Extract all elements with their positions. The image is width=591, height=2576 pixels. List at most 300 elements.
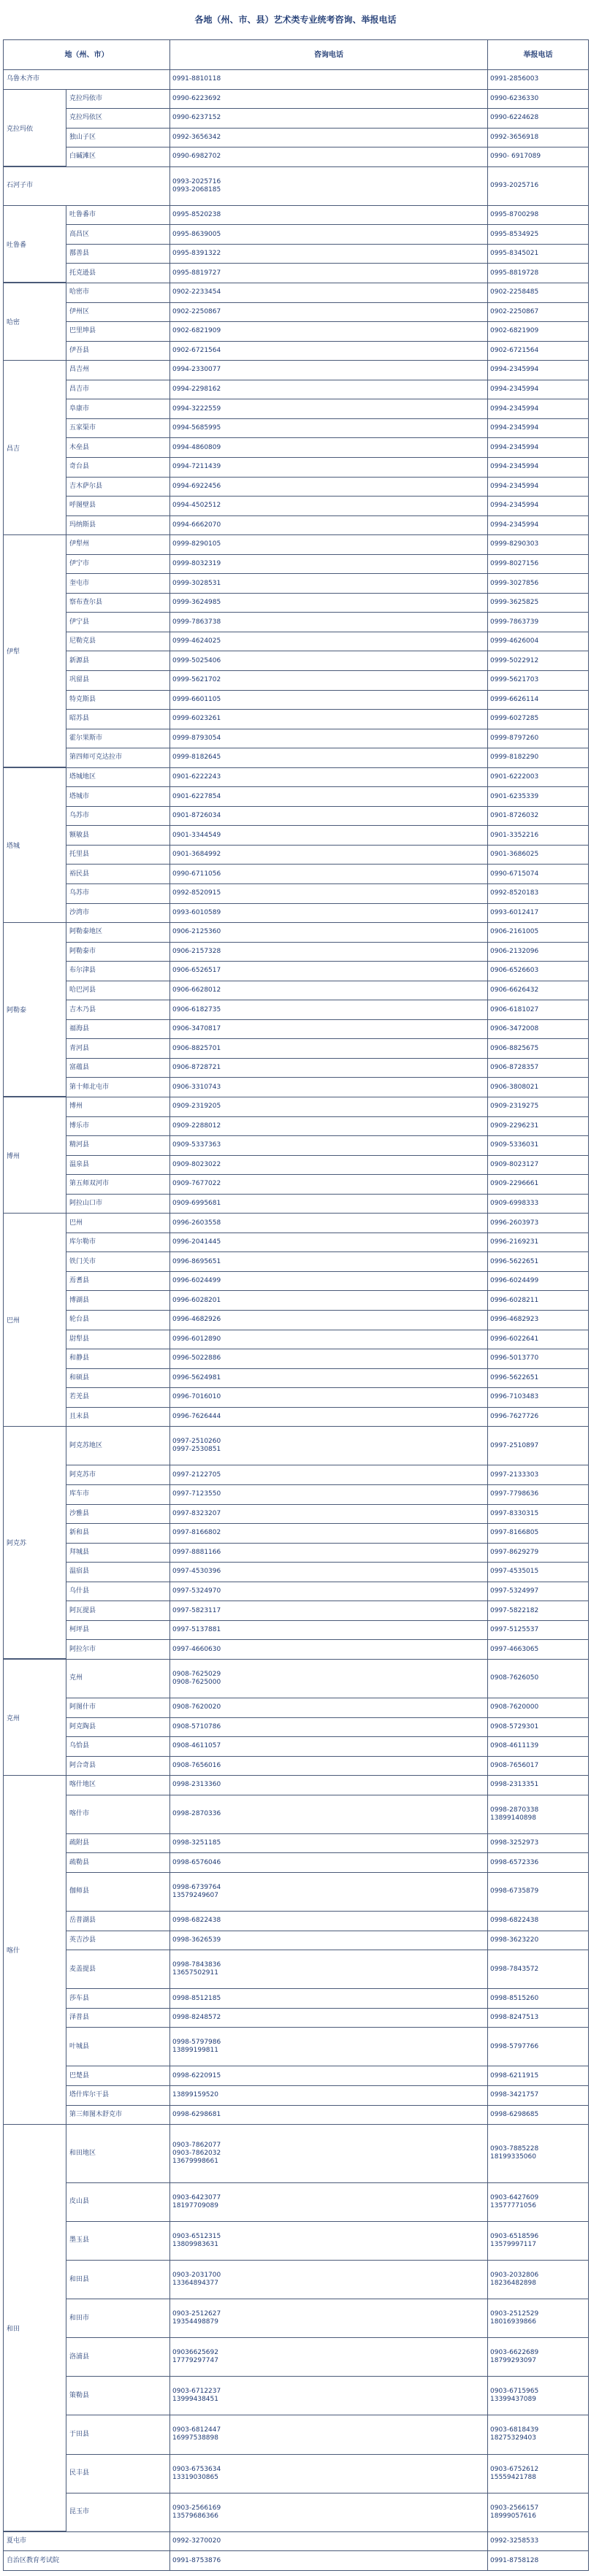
phone-number: 0903-6423077 bbox=[172, 2193, 221, 2201]
table-row bbox=[4, 438, 589, 458]
phone-number: 18799293097 bbox=[490, 2357, 536, 2365]
phone-number: 0906-3310743 bbox=[172, 1083, 221, 1091]
report-phone-cell bbox=[488, 2551, 589, 2571]
consult-phone-cell bbox=[170, 826, 488, 846]
phone-number: 0997-4535015 bbox=[490, 1568, 539, 1576]
report-phone-cell bbox=[488, 1465, 589, 1485]
city-name: 和田地区 bbox=[69, 2149, 96, 2157]
phone-number: 0997-8166802 bbox=[172, 1529, 221, 1537]
report-phone-cell bbox=[488, 2008, 589, 2028]
consult-phone-cell bbox=[170, 244, 488, 264]
consult-phone-cell bbox=[170, 574, 488, 594]
consult-phone-cell bbox=[170, 302, 488, 322]
consult-phone-cell bbox=[170, 2338, 488, 2377]
phone-number: 0906-6181027 bbox=[490, 1005, 539, 1013]
phone-number: 0902-6821909 bbox=[172, 327, 221, 335]
table-row bbox=[4, 2105, 589, 2125]
table-row bbox=[4, 1640, 589, 1660]
consult-phone-cell bbox=[170, 2221, 488, 2260]
city-name: 阿合奇县 bbox=[69, 1761, 96, 1769]
report-phone-cell bbox=[488, 2125, 589, 2183]
phone-number: 0997-8881166 bbox=[172, 1548, 221, 1556]
city-name: 特克斯县 bbox=[69, 695, 96, 703]
phone-number: 0999-4626004 bbox=[490, 637, 539, 645]
phone-number: 0997-5137881 bbox=[172, 1626, 221, 1634]
phone-number: 0903-6518596 bbox=[490, 2232, 539, 2240]
phone-number: 0994-2330077 bbox=[172, 366, 221, 374]
phone-number: 0909-2296231 bbox=[490, 1122, 539, 1130]
city-name: 库尔勒市 bbox=[69, 1238, 96, 1246]
report-phone-cell bbox=[488, 613, 589, 632]
table-row bbox=[4, 2028, 589, 2066]
phone-number: 0994-4502512 bbox=[172, 502, 221, 510]
table-row bbox=[4, 302, 589, 322]
consult-phone-cell bbox=[170, 1640, 488, 1660]
table-row bbox=[4, 89, 589, 109]
consult-phone-cell bbox=[170, 748, 488, 768]
consult-phone-cell bbox=[170, 1563, 488, 1582]
city-name: 且末县 bbox=[69, 1413, 90, 1421]
phone-number: 18275329403 bbox=[490, 2434, 536, 2442]
phone-number: 16997538898 bbox=[172, 2434, 218, 2442]
consult-phone-cell bbox=[170, 2531, 488, 2551]
table-row bbox=[4, 1620, 589, 1640]
consult-phone-cell bbox=[170, 2085, 488, 2105]
report-phone-cell bbox=[488, 147, 589, 167]
city-name: 库车市 bbox=[69, 1490, 90, 1498]
city-name: 乌什县 bbox=[69, 1587, 90, 1595]
phone-number: 0903-6622689 bbox=[490, 2349, 539, 2357]
report-phone-cell bbox=[488, 1330, 589, 1349]
phone-number: 0999-5022912 bbox=[490, 656, 539, 664]
region-name: 博州 bbox=[3, 1097, 66, 1214]
city-name: 精河县 bbox=[69, 1141, 90, 1149]
phone-number: 0906-2161005 bbox=[490, 928, 539, 936]
report-phone-cell bbox=[488, 942, 589, 962]
consult-phone-cell bbox=[170, 1019, 488, 1039]
city-name: 福海县 bbox=[69, 1025, 90, 1033]
report-phone-cell bbox=[488, 1931, 589, 1950]
phone-number: 0999-8793054 bbox=[172, 734, 221, 742]
phone-number: 0990-6711056 bbox=[172, 870, 221, 878]
table-row bbox=[4, 2299, 589, 2338]
city-name: 于田县 bbox=[69, 2430, 90, 2438]
table-row bbox=[4, 2454, 589, 2493]
phone-number: 0999-7863739 bbox=[490, 618, 539, 626]
city-name: 额敏县 bbox=[69, 831, 90, 839]
phone-number: 0902-2258485 bbox=[490, 288, 539, 296]
consult-phone-cell bbox=[170, 2415, 488, 2454]
city-name: 吉木萨尔县 bbox=[69, 482, 103, 490]
consult-phone-cell bbox=[170, 1912, 488, 1931]
report-phone-cell bbox=[488, 1368, 589, 1388]
report-phone-cell bbox=[488, 1912, 589, 1931]
consult-phone-cell bbox=[170, 1175, 488, 1195]
table-row bbox=[4, 748, 589, 768]
consult-phone-cell bbox=[170, 2028, 488, 2066]
phone-number: 0997-4530396 bbox=[172, 1568, 221, 1576]
phone-number: 0906-3472008 bbox=[490, 1025, 539, 1033]
report-phone-cell bbox=[488, 981, 589, 1000]
table-row bbox=[4, 593, 589, 613]
phone-number: 0996-8695651 bbox=[172, 1257, 221, 1265]
consult-phone-cell bbox=[170, 1776, 488, 1795]
report-phone-cell bbox=[488, 1795, 589, 1833]
phone-number: 0908-4611139 bbox=[490, 1742, 539, 1750]
consult-phone-cell bbox=[170, 1058, 488, 1078]
phone-number: 0998-3623220 bbox=[490, 1936, 539, 1944]
consult-phone-cell bbox=[170, 2066, 488, 2086]
phone-number: 0901-3352216 bbox=[490, 831, 539, 839]
phone-number: 0996-6028201 bbox=[172, 1296, 221, 1304]
phone-number: 0999-8290303 bbox=[490, 540, 539, 548]
phone-number: 0996-6024499 bbox=[490, 1277, 539, 1285]
table-row bbox=[4, 1116, 589, 1136]
phone-number: 0903-2032806 bbox=[490, 2272, 539, 2279]
phone-number: 0903-6712237 bbox=[172, 2388, 221, 2396]
phone-number: 0998-6211915 bbox=[490, 2071, 539, 2079]
consult-phone-cell bbox=[170, 205, 488, 225]
phone-number: 0998-6298681 bbox=[172, 2110, 221, 2118]
table-row bbox=[4, 361, 589, 380]
phone-number: 0996-6022641 bbox=[490, 1335, 539, 1343]
report-phone-cell bbox=[488, 418, 589, 438]
phone-number: 0909-5337363 bbox=[172, 1141, 221, 1149]
consult-phone-cell bbox=[170, 2125, 488, 2183]
city-name: 阿拉山口市 bbox=[69, 1200, 103, 1207]
city-name: 木垒县 bbox=[69, 443, 90, 451]
phone-number: 0996-6012890 bbox=[172, 1335, 221, 1343]
table-row bbox=[4, 651, 589, 671]
phone-number: 0908-4611057 bbox=[172, 1742, 221, 1750]
table-row bbox=[4, 2066, 589, 2086]
consult-phone-cell bbox=[170, 1582, 488, 1601]
phone-number: 0998-3626539 bbox=[172, 1936, 221, 1944]
table-row bbox=[4, 147, 589, 167]
phone-number: 0903-6512315 bbox=[172, 2232, 221, 2240]
phone-number: 0903-6427609 bbox=[490, 2193, 539, 2201]
phone-number: 0994-7211439 bbox=[172, 463, 221, 471]
phone-number: 0998-5797766 bbox=[490, 2042, 539, 2050]
report-phone-cell bbox=[488, 1698, 589, 1717]
phone-number: 0998-6572336 bbox=[490, 1858, 539, 1866]
report-phone-cell bbox=[488, 1484, 589, 1504]
phone-number: 0906-2132096 bbox=[490, 947, 539, 955]
report-phone-cell bbox=[488, 1388, 589, 1408]
city-name: 阿勒泰地区 bbox=[69, 928, 103, 936]
city-name: 巴里坤县 bbox=[69, 327, 96, 335]
table-row bbox=[4, 1543, 589, 1563]
report-phone-cell bbox=[488, 1116, 589, 1136]
report-phone-cell bbox=[488, 1058, 589, 1078]
contact-table bbox=[3, 39, 589, 2571]
consult-phone-cell bbox=[170, 1717, 488, 1737]
report-phone-cell bbox=[488, 554, 589, 574]
city-name: 哈密市 bbox=[69, 288, 90, 296]
consult-phone-cell bbox=[170, 1737, 488, 1757]
table-row bbox=[4, 613, 589, 632]
table-row bbox=[4, 574, 589, 594]
table-row bbox=[4, 1717, 589, 1737]
phone-number: 0997-8166805 bbox=[490, 1529, 539, 1537]
city-name: 疏勒县 bbox=[69, 1858, 90, 1866]
phone-number: 0996-5622651 bbox=[490, 1257, 539, 1265]
phone-number: 0991-8758128 bbox=[490, 2556, 539, 2564]
consult-phone-cell bbox=[170, 2105, 488, 2125]
consult-phone-cell bbox=[170, 632, 488, 651]
city-name: 吐鲁番市 bbox=[69, 211, 96, 219]
table-row bbox=[4, 244, 589, 264]
phone-number: 0994-2345994 bbox=[490, 443, 539, 451]
consult-phone-cell bbox=[170, 593, 488, 613]
city-name: 皮山县 bbox=[69, 2198, 90, 2206]
phone-number: 0999-4624025 bbox=[172, 637, 221, 645]
consult-phone-cell bbox=[170, 1620, 488, 1640]
table-row bbox=[4, 942, 589, 962]
consult-phone-cell bbox=[170, 903, 488, 923]
phone-number: 13579686366 bbox=[172, 2512, 218, 2520]
table-row bbox=[4, 1291, 589, 1311]
phone-number: 0903-6715965 bbox=[490, 2388, 539, 2396]
phone-number: 0998-8248572 bbox=[172, 2014, 221, 2022]
table-row bbox=[4, 457, 589, 477]
report-phone-cell bbox=[488, 322, 589, 342]
phone-number: 0993-2068185 bbox=[172, 185, 221, 193]
city-name: 乌苏市 bbox=[69, 812, 90, 820]
city-name: 乌恰县 bbox=[69, 1742, 90, 1750]
table-row bbox=[4, 865, 589, 884]
phone-number: 0996-7627726 bbox=[490, 1413, 539, 1421]
table-row bbox=[4, 2377, 589, 2415]
phone-number: 0998-2313351 bbox=[490, 1781, 539, 1789]
report-phone-cell bbox=[488, 1349, 589, 1369]
city-name: 伽师县 bbox=[69, 1887, 90, 1895]
city-name: 昌吉州 bbox=[69, 366, 90, 374]
city-name: 焉耆县 bbox=[69, 1277, 90, 1285]
table-row bbox=[4, 128, 589, 147]
city-name: 尉犁县 bbox=[69, 1335, 90, 1343]
table-row bbox=[4, 1078, 589, 1097]
table-row bbox=[4, 1136, 589, 1156]
table-row bbox=[4, 845, 589, 865]
table-row bbox=[4, 767, 589, 787]
phone-number: 0903-6812447 bbox=[172, 2426, 221, 2434]
report-phone-cell bbox=[488, 1039, 589, 1059]
phone-number: 0997-5823117 bbox=[172, 1606, 221, 1614]
consult-phone-cell bbox=[170, 1795, 488, 1833]
phone-number: 0908-7626050 bbox=[490, 1674, 539, 1682]
city-name: 奎屯市 bbox=[69, 579, 90, 587]
phone-number: 0999-8182645 bbox=[172, 754, 221, 762]
phone-number: 0993-6012417 bbox=[490, 908, 539, 916]
phone-number: 0997-8330315 bbox=[490, 1509, 539, 1517]
table-row bbox=[4, 826, 589, 846]
city-name: 裕民县 bbox=[69, 870, 90, 878]
table-row bbox=[4, 1931, 589, 1950]
phone-number: 0998-2870336 bbox=[172, 1810, 221, 1818]
city-name: 白碱滩区 bbox=[69, 153, 96, 161]
consult-phone-cell bbox=[170, 1368, 488, 1388]
table-row bbox=[4, 497, 589, 516]
phone-number: 0995-8520238 bbox=[172, 211, 221, 219]
table-row bbox=[4, 380, 589, 399]
city-name: 岳普湖县 bbox=[69, 1917, 96, 1925]
consult-phone-cell bbox=[170, 109, 488, 129]
phone-number: 0998-3252973 bbox=[490, 1839, 539, 1847]
phone-number: 0999-8032319 bbox=[172, 559, 221, 567]
report-phone-cell bbox=[488, 244, 589, 264]
phone-number: 0994-2345994 bbox=[490, 482, 539, 490]
phone-number: 0997-2122705 bbox=[172, 1471, 221, 1479]
phone-number: 0903-6752612 bbox=[490, 2465, 539, 2473]
phone-number: 0991-2856003 bbox=[490, 75, 539, 83]
consult-phone-cell bbox=[170, 1853, 488, 1873]
city-name: 新和县 bbox=[69, 1529, 90, 1537]
phone-number: 0999-3625825 bbox=[490, 599, 539, 607]
city-name: 阿勒泰市 bbox=[69, 947, 96, 955]
table-row bbox=[4, 2415, 589, 2454]
consult-phone-cell bbox=[170, 845, 488, 865]
phone-number: 0909-2319275 bbox=[490, 1103, 539, 1111]
report-phone-cell bbox=[488, 1543, 589, 1563]
consult-phone-cell bbox=[170, 767, 488, 787]
table-body bbox=[4, 70, 589, 2571]
report-phone-cell bbox=[488, 225, 589, 245]
city-name: 和田市 bbox=[69, 2314, 90, 2322]
phone-number: 0990-6237152 bbox=[172, 114, 221, 122]
phone-number: 0999-5025406 bbox=[172, 656, 221, 664]
phone-number: 0993-2025716 bbox=[172, 177, 221, 185]
consult-phone-cell bbox=[170, 341, 488, 361]
table-row bbox=[4, 322, 589, 342]
report-phone-cell bbox=[488, 2377, 589, 2415]
region-name: 自治区教育考试院 bbox=[4, 2551, 170, 2571]
phone-number: 0902-6721564 bbox=[172, 346, 221, 354]
consult-phone-cell bbox=[170, 1427, 488, 1465]
report-phone-cell bbox=[488, 89, 589, 109]
consult-phone-cell bbox=[170, 1000, 488, 1020]
report-phone-cell bbox=[488, 1950, 589, 1989]
city-name: 克拉玛依区 bbox=[69, 114, 103, 122]
city-name: 阿拉尔市 bbox=[69, 1645, 96, 1653]
city-name: 阿克苏地区 bbox=[69, 1441, 103, 1449]
consult-phone-cell bbox=[170, 399, 488, 419]
consult-phone-cell bbox=[170, 2008, 488, 2028]
phone-number: 0906-8728721 bbox=[172, 1064, 221, 1072]
report-phone-cell bbox=[488, 903, 589, 923]
report-phone-cell bbox=[488, 1504, 589, 1524]
phone-number: 0999-6023261 bbox=[172, 715, 221, 723]
region-name: 阿克苏 bbox=[3, 1426, 66, 1659]
table-row bbox=[4, 1368, 589, 1388]
phone-number: 0909-7677022 bbox=[172, 1180, 221, 1188]
phone-number: 0996-5022886 bbox=[172, 1354, 221, 1362]
phone-number: 0906-2125360 bbox=[172, 928, 221, 936]
table-row bbox=[4, 1484, 589, 1504]
phone-number: 0995-8391322 bbox=[172, 250, 221, 258]
phone-number: 0901-6235339 bbox=[490, 792, 539, 800]
consult-phone-cell bbox=[170, 942, 488, 962]
report-phone-cell bbox=[488, 826, 589, 846]
phone-number: 0908-7625029 bbox=[172, 1670, 221, 1678]
report-phone-cell bbox=[488, 2338, 589, 2377]
phone-number: 0994-2345994 bbox=[490, 521, 539, 529]
city-name: 伊宁市 bbox=[69, 559, 90, 567]
consult-phone-cell bbox=[170, 962, 488, 981]
region-name: 克拉玛依 bbox=[3, 89, 66, 166]
phone-number: 0990-6223692 bbox=[172, 94, 221, 102]
phone-number: 0903-7862077 bbox=[172, 2141, 221, 2149]
consult-phone-cell bbox=[170, 1931, 488, 1950]
consult-phone-cell bbox=[170, 710, 488, 729]
phone-number: 0999-6626114 bbox=[490, 695, 539, 703]
consult-phone-cell bbox=[170, 477, 488, 497]
report-phone-cell bbox=[488, 1252, 589, 1272]
consult-phone-cell bbox=[170, 361, 488, 380]
phone-number: 13999438451 bbox=[172, 2396, 218, 2404]
report-phone-cell bbox=[488, 109, 589, 129]
phone-number: 0992-3270020 bbox=[172, 2537, 221, 2545]
report-phone-cell bbox=[488, 1271, 589, 1291]
phone-number: 0996-2169231 bbox=[490, 1238, 539, 1246]
report-phone-cell bbox=[488, 1097, 589, 1117]
report-phone-cell bbox=[488, 535, 589, 555]
report-phone-cell bbox=[488, 2085, 589, 2105]
phone-number: 0990-6982702 bbox=[172, 153, 221, 161]
region-name: 巴州 bbox=[3, 1213, 66, 1427]
table-row bbox=[4, 883, 589, 903]
consult-phone-cell bbox=[170, 1698, 488, 1717]
table-row bbox=[4, 515, 589, 535]
phone-number: 13399437089 bbox=[490, 2396, 536, 2404]
phone-number: 0903-7862032 bbox=[172, 2149, 221, 2157]
table-row bbox=[4, 554, 589, 574]
report-phone-cell bbox=[488, 341, 589, 361]
phone-number: 0901-8726034 bbox=[172, 812, 221, 820]
table-row bbox=[4, 1155, 589, 1175]
report-phone-cell bbox=[488, 1756, 589, 1776]
city-name: 第五师双河市 bbox=[69, 1180, 110, 1188]
table-row bbox=[4, 1194, 589, 1214]
phone-number: 0901-3344549 bbox=[172, 831, 221, 839]
report-phone-cell bbox=[488, 1776, 589, 1795]
phone-number: 0906-3470817 bbox=[172, 1025, 221, 1033]
city-name: 吉木乃县 bbox=[69, 1005, 96, 1013]
report-phone-cell bbox=[488, 1717, 589, 1737]
table-row bbox=[4, 109, 589, 129]
city-name: 新源县 bbox=[69, 656, 90, 664]
phone-number: 0997-5822182 bbox=[490, 1606, 539, 1614]
phone-number: 0996-6024499 bbox=[172, 1277, 221, 1285]
consult-phone-cell bbox=[170, 670, 488, 690]
consult-phone-cell bbox=[170, 1214, 488, 1233]
region-name: 乌鲁木齐市 bbox=[4, 70, 170, 90]
phone-number: 0996-7626444 bbox=[172, 1413, 221, 1421]
phone-number: 0999-8290105 bbox=[172, 540, 221, 548]
phone-number: 0908-7656016 bbox=[172, 1761, 221, 1769]
phone-number: 0998-2313360 bbox=[172, 1781, 221, 1789]
phone-number: 0997-7123550 bbox=[172, 1490, 221, 1498]
phone-number: 0996-7016010 bbox=[172, 1393, 221, 1401]
phone-number: 13679998661 bbox=[172, 2157, 218, 2165]
phone-number: 0995-8639005 bbox=[172, 230, 221, 238]
report-phone-cell bbox=[488, 1601, 589, 1621]
consult-phone-cell bbox=[170, 1659, 488, 1698]
table-row bbox=[4, 1097, 589, 1117]
city-name: 阿瓦提县 bbox=[69, 1606, 96, 1614]
phone-number: 0909-8023127 bbox=[490, 1160, 539, 1168]
phone-number: 0992-3656918 bbox=[490, 133, 539, 141]
